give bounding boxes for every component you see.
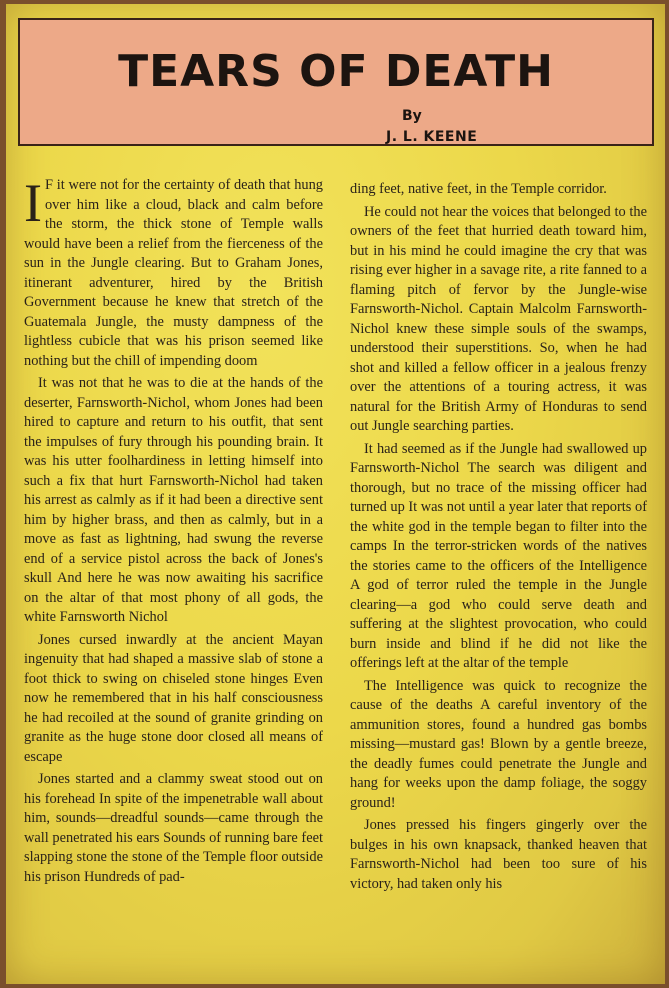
paragraph: Jones started and a clammy sweat stood out on his forehead In spite of the impenetrable wall about him, sounds—dreadful sounds—came through the wall penetrated his ears Sounds of running bare feet slapping stone the stone of the Temple floor outside his prison Hundreds of pad- — [24, 771, 323, 885]
paragraph: ding feet, native feet, in the Temple corridor. — [350, 181, 607, 197]
paragraph: Jones cursed inwardly at the ancient Mayan ingenuity that had shaped a massive slab of stone a foot thick to swing on chiseled stone hinges Even now he remembered that in his half consciousness he had recoiled at the sound of granite grinding on granite as the huge stone door closed all means of escape — [24, 631, 323, 765]
paragraph: Jones pressed his fingers gingerly over the bulges in his own knapsack, thanked heaven that Farnsworth-Nichol had been too sure of his victory, had taken only his — [350, 817, 647, 892]
byline: By — [402, 108, 422, 124]
paragraph: I F it were not for the certainty of death that hung over him like a cloud, black and calm before the storm, the thick stone of Temple walls would have been a relief from the fierceness of the sun in the Jungle clearing. But to Graham Jones, itinerant adventurer, hired by the British Government because he knew that stretch of the Guatemala Jungle, the musty dampness of the lightless cubicle that was his prison seemed like nothing but the chill of impending doom — [24, 176, 323, 369]
story-title: TEARS OF DEATH — [118, 46, 554, 97]
paragraph: It was not that he was to die at the hands of the deserter, Farnsworth-Nichol, whom Jones had been hired to capture and return to his outfit, that sent the impulses of fury through his pounding brain. It was his utter foolhardiness in letting himself into such a fix that hurt Farnsworth-Nichol had taken his arrest as calmly as if it had been a directive sent him by higher brass, and then as calmly, but in a move as fast as lightning, had swung the reverse end of a service pistol across the back of Jones's skull And here he was now awaiting his sacrifice on the altar of that most phony of all gods, the white Farnsworth Nichol — [24, 375, 323, 625]
drop-cap: I — [24, 176, 42, 233]
right-column — [350, 180, 647, 940]
author-name: J. L. KEENE — [386, 129, 478, 145]
magazine-page — [6, 4, 665, 984]
paragraph: It had seemed as if the Jungle had swallowed up Farnsworth-Nichol The search was diligent and thorough, but no trace of the missing officer had turned up It was not until a year later that reports of the white god in the temple began to filter into the camps In the terror-stricken words of the natives the stories came to the officers of the Intelligence A god of terror ruled the temple in the Jungle clearing—a god who could serve death and suffering at the slightest provocation, who could burn inside and blind if he did not like the offerings left at the altar of the temple — [350, 440, 647, 671]
title-box — [18, 18, 654, 146]
paragraph: He could not hear the voices that belonged to the owners of the feet that hurried death toward him, but in his mind he could imagine the cry that was rising ever higher in a savage rite, a rite fanned to a flaming pitch of fervor by the Jungle-wise Farnsworth-Nichol. Captain Malcolm Farnsworth-Nichol knew these simple souls of the swamps, understood their superstitions. So, when he had shot and killed a fellow officer in a jealous frenzy over the attentions of a touring actress, it was natural for the British Army of Honduras to send out Jungle searching parties. — [350, 203, 647, 434]
paragraph: The Intelligence was quick to recognize the cause of the deaths A careful inventory of the ammunition stores, found a hundred gas bombs missing—mustard gas! Blown by a gentle breeze, the deadly fumes could penetrate the Jungle and hang for weeks upon the damp foliage, the soggy ground! — [350, 677, 647, 811]
left-column — [24, 176, 323, 946]
